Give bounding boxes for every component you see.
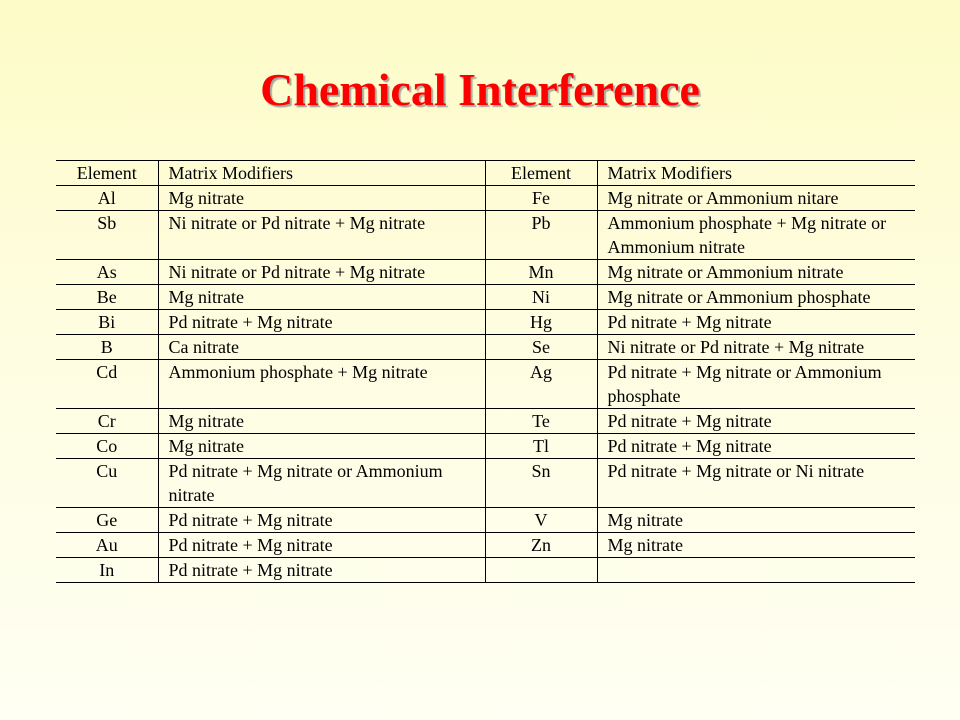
element-cell: Co	[56, 434, 158, 459]
element-cell: Pb	[485, 211, 597, 260]
element-cell: Cr	[56, 409, 158, 434]
matrix-modifier-table	[56, 160, 915, 583]
element-cell: Al	[56, 186, 158, 211]
modifier-cell: Pd nitrate + Mg nitrate	[158, 508, 485, 533]
element-cell: B	[56, 335, 158, 360]
element-cell: Zn	[485, 533, 597, 558]
element-cell: Mn	[485, 260, 597, 285]
table-row	[56, 360, 915, 409]
element-cell: Sn	[485, 459, 597, 508]
modifier-cell: Pd nitrate + Mg nitrate	[597, 409, 915, 434]
element-cell: Sb	[56, 211, 158, 260]
modifier-cell: Pd nitrate + Mg nitrate or Ammonium nitrate	[158, 459, 485, 508]
modifier-table-container	[56, 160, 915, 583]
modifier-cell: Mg nitrate	[597, 508, 915, 533]
modifier-cell: Pd nitrate + Mg nitrate or Ammonium phosphate	[597, 360, 915, 409]
modifier-cell: Pd nitrate + Mg nitrate	[158, 310, 485, 335]
modifier-cell: Ca nitrate	[158, 335, 485, 360]
element-cell: Be	[56, 285, 158, 310]
table-row	[56, 558, 915, 583]
element-cell: Au	[56, 533, 158, 558]
table-row	[56, 508, 915, 533]
table-row	[56, 335, 915, 360]
element-cell: Hg	[485, 310, 597, 335]
modifier-cell: Mg nitrate or Ammonium nitare	[597, 186, 915, 211]
slide-title: Chemical Interference	[260, 64, 700, 115]
header-modifiers-right: Matrix Modifiers	[597, 161, 915, 186]
modifier-cell: Pd nitrate + Mg nitrate	[597, 310, 915, 335]
modifier-cell: Ammonium phosphate + Mg nitrate	[158, 360, 485, 409]
modifier-cell-empty	[597, 558, 915, 583]
modifier-cell: Ammonium phosphate + Mg nitrate or Ammonium nitrate	[597, 211, 915, 260]
element-cell: Cd	[56, 360, 158, 409]
modifier-cell: Mg nitrate or Ammonium phosphate	[597, 285, 915, 310]
element-cell: Ni	[485, 285, 597, 310]
modifier-cell: Mg nitrate or Ammonium nitrate	[597, 260, 915, 285]
element-cell-empty	[485, 558, 597, 583]
table-row	[56, 409, 915, 434]
table-header-row	[56, 161, 915, 186]
element-cell: Ag	[485, 360, 597, 409]
element-cell: Cu	[56, 459, 158, 508]
element-cell: As	[56, 260, 158, 285]
element-cell: Tl	[485, 434, 597, 459]
element-cell: V	[485, 508, 597, 533]
table-row	[56, 434, 915, 459]
element-cell: Ge	[56, 508, 158, 533]
table-row	[56, 533, 915, 558]
modifier-cell: Ni nitrate or Pd nitrate + Mg nitrate	[158, 260, 485, 285]
element-cell: Te	[485, 409, 597, 434]
element-cell: In	[56, 558, 158, 583]
table-row	[56, 260, 915, 285]
modifier-cell: Mg nitrate	[158, 434, 485, 459]
modifier-cell: Mg nitrate	[158, 186, 485, 211]
table-row	[56, 459, 915, 508]
table-row	[56, 211, 915, 260]
modifier-cell: Ni nitrate or Pd nitrate + Mg nitrate	[597, 335, 915, 360]
element-cell: Se	[485, 335, 597, 360]
element-cell: Fe	[485, 186, 597, 211]
modifier-cell: Mg nitrate	[158, 285, 485, 310]
modifier-cell: Mg nitrate	[158, 409, 485, 434]
header-modifiers-left: Matrix Modifiers	[158, 161, 485, 186]
table-row	[56, 310, 915, 335]
modifier-cell: Mg nitrate	[597, 533, 915, 558]
header-element-right: Element	[485, 161, 597, 186]
modifier-cell: Pd nitrate + Mg nitrate	[158, 558, 485, 583]
table-row	[56, 285, 915, 310]
table-row	[56, 186, 915, 211]
modifier-cell: Pd nitrate + Mg nitrate	[597, 434, 915, 459]
modifier-cell: Pd nitrate + Mg nitrate or Ni nitrate	[597, 459, 915, 508]
header-element-left: Element	[56, 161, 158, 186]
modifier-cell: Pd nitrate + Mg nitrate	[158, 533, 485, 558]
element-cell: Bi	[56, 310, 158, 335]
modifier-cell: Ni nitrate or Pd nitrate + Mg nitrate	[158, 211, 485, 260]
